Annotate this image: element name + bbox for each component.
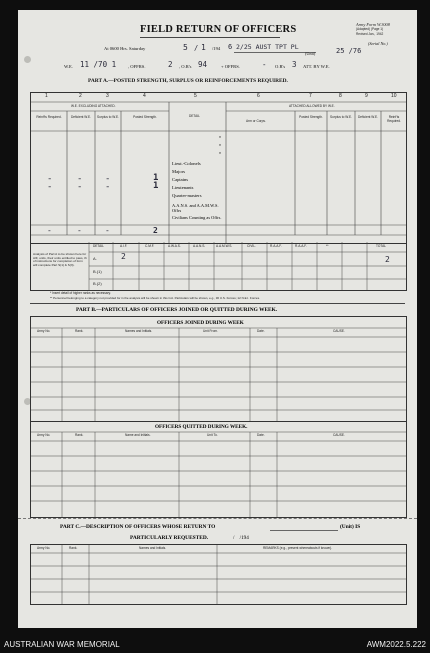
- date-day: 5: [183, 43, 188, 52]
- header-deficient-r: Deficient W.E.: [357, 115, 379, 119]
- captains-c1: -: [47, 174, 53, 184]
- joined-grid: [31, 317, 406, 421]
- punch-hole: [24, 56, 31, 63]
- captains-c4: 1: [153, 173, 159, 183]
- analysis-note: Analysis of Part A to be shown here for AIF, units, their units entitled to pass, th of instructions for completion of form will complete Part S(1) & S(3).: [33, 252, 87, 267]
- rank-label: Lieut.-Colonels: [172, 161, 201, 166]
- plus-ors-label: O.R's: [275, 64, 286, 69]
- asterisk: *: [219, 152, 221, 158]
- part-c-date: / /194: [233, 535, 249, 541]
- header-posted: Posted Strength.: [133, 115, 157, 119]
- unit-name: 2/25 AUST TPT PL: [236, 43, 299, 51]
- part-c-unit-label: (Unit) IS: [340, 524, 361, 530]
- analysis-total-a: 2: [385, 255, 390, 264]
- col-num: 2: [79, 93, 82, 99]
- header-deficient: Deficient W.E.: [70, 115, 92, 119]
- serial-number: 25 /76: [336, 47, 362, 55]
- unit-label: (Unit): [305, 51, 316, 56]
- we-label: W.E.: [64, 64, 74, 69]
- ors-label: , O.R's: [179, 64, 192, 69]
- rank-label: Captains: [172, 177, 189, 182]
- analysis-row-label: A.: [93, 256, 97, 261]
- col-num: 10: [391, 93, 397, 99]
- analysis-grid: [31, 242, 406, 290]
- quitted-col: CAUSE.: [333, 433, 345, 437]
- captains-c3: -: [105, 174, 111, 184]
- quitted-table: [30, 420, 407, 518]
- col-num: 6: [257, 93, 260, 99]
- joined-title: OFFICERS JOINED DURING WEEK: [157, 320, 244, 326]
- analysis-col-header: R.A.A.F.: [270, 244, 282, 248]
- header-posted-strength: Posted Strength.: [299, 115, 323, 119]
- plus-ors-value: 3: [292, 60, 297, 69]
- plus-offrs-label: + OFFRS.: [221, 64, 240, 69]
- col-num: 3: [106, 93, 109, 99]
- date-sep: /: [194, 44, 199, 52]
- header-surplus: Surplus to W.E.: [97, 115, 119, 119]
- analysis-row-label: B.(2): [93, 281, 102, 286]
- joined-col: CAUSE.: [333, 329, 345, 333]
- analysis-col-header: TOTAL: [376, 244, 386, 248]
- col-num: 9: [365, 93, 368, 99]
- year-prefix: /194: [212, 46, 221, 51]
- offrs-label: , OFFRS.: [128, 64, 146, 69]
- analysis-row-label: B.(1): [93, 269, 102, 274]
- analysis-col-header: A.W.A.S.: [168, 244, 181, 248]
- dashed-divider: [18, 518, 417, 519]
- quitted-col: Unit To.: [207, 433, 218, 437]
- footnote-2: ** Personnel belonging to a category not provided for in the analysis will be shown in this Col. Particulars will be shown, e.g., 30 U.S. Forces; 12 N.E.I. Forces.: [50, 296, 260, 300]
- form-page: [18, 10, 417, 628]
- header-arm-corps: Arm or Corps.: [246, 119, 266, 123]
- analysis-col-header: CIVIL.: [247, 244, 256, 248]
- joined-col: Army No.: [37, 329, 51, 333]
- part-c-col: Rank.: [69, 546, 78, 550]
- quitted-col: Name and Initials.: [125, 433, 151, 437]
- part-c-col: Army No.: [37, 546, 51, 550]
- col-num: 5: [194, 93, 197, 99]
- form-title: FIELD RETURN OF OFFICERS: [140, 24, 297, 35]
- captains-c2: -: [77, 174, 83, 184]
- quitted-grid: [31, 420, 406, 517]
- year-digit: 6: [228, 43, 233, 51]
- ors-value: 94: [198, 60, 208, 69]
- analysis-col-header: C.M.F.: [145, 244, 155, 248]
- total-c4: 2: [153, 226, 158, 235]
- revised-label: Revised Jan., 1942: [356, 32, 384, 36]
- col-num: 1: [45, 93, 48, 99]
- at-hours-label: At 0600 Hrs. Saturday: [104, 46, 146, 51]
- lieutenants-c2: -: [77, 182, 83, 192]
- army-form-number: Army Form W.3008: [356, 22, 390, 27]
- plus-offrs-value: -: [262, 60, 267, 69]
- we-excluding-header: W.E. EXCLUDING ATTACHED.: [71, 104, 116, 108]
- analysis-col-header: A.I.F.: [120, 244, 128, 248]
- part-c-line2: PARTICULARLY REQUESTED.: [130, 535, 209, 541]
- rank-label: Majors: [172, 169, 186, 174]
- total-c2: -: [77, 226, 82, 235]
- part-c-title: PART C.—DESCRIPTION OF OFFICERS WHOSE RETURN TO: [60, 524, 216, 530]
- offrs-value: 2: [168, 60, 173, 69]
- rank-label: A.A.N.S. and A.A.M.W.S. Offrs: [172, 203, 219, 214]
- part-c-col: Names and Initials.: [139, 546, 167, 550]
- date-month: 1: [201, 43, 206, 52]
- total-c1: -: [47, 226, 52, 235]
- analysis-col-header: R.A.A.F.: [295, 244, 307, 248]
- part-a-table: [30, 92, 407, 244]
- part-c-table: [30, 544, 407, 605]
- col-num: 7: [309, 93, 312, 99]
- analysis-aif-a: 2: [121, 252, 126, 261]
- part-a-title: PART A.—POSTED STRENGTH, SURPLUS OR REINFORCEMENTS REQUIRED.: [88, 78, 288, 84]
- adapted-label: (Adapted) (Page 1): [356, 27, 384, 31]
- rank-label: Quarter-masters: [172, 193, 202, 198]
- joined-col: Unit From.: [203, 329, 218, 333]
- part-c-col: REMARKS (e.g., present whereabouts if known).: [263, 546, 333, 550]
- quitted-col: Army No.: [37, 433, 51, 437]
- analysis-col-header: DETAIL: [93, 244, 104, 248]
- analysis-col-header: A.A.N.S.: [193, 244, 206, 248]
- footnote-1: * Insert detail of higher ranks as necessary.: [50, 291, 111, 295]
- quitted-title: OFFICERS QUITTED DURING WEEK.: [155, 424, 248, 430]
- col-num: 8: [339, 93, 342, 99]
- asterisk: *: [219, 136, 221, 142]
- attached-allowed-header: ATTACHED ALLOWED BY W.E.: [289, 104, 335, 108]
- asterisk: *: [219, 144, 221, 150]
- footer-bar: [0, 636, 430, 653]
- footer-institution: AUSTRALIAN WAR MEMORIAL: [4, 640, 120, 649]
- total-c3: -: [105, 226, 110, 235]
- part-b-title: PART B.—PARTICULARS OF OFFICERS JOINED OR QUITTED DURING WEEK.: [76, 307, 278, 313]
- header-reinf-r: Reinf'ts Required.: [387, 115, 401, 123]
- footer-accession: AWM2022.5.222: [366, 640, 426, 649]
- rank-label: Civilians Counting as Offrs.: [172, 215, 222, 220]
- rank-label: Lieutenants: [172, 185, 194, 190]
- lieutenants-c1: -: [47, 182, 53, 192]
- detail-header: DETAIL: [189, 114, 200, 118]
- quitted-col: Date.: [257, 433, 265, 437]
- joined-col: Rank.: [75, 329, 84, 333]
- analysis-col-header: **: [326, 244, 329, 248]
- col-num: 4: [143, 93, 146, 99]
- joined-col: Names and Initials.: [125, 329, 153, 333]
- we-value: 11 /70 1: [80, 60, 117, 69]
- lieutenants-c3: -: [105, 182, 111, 192]
- analysis-table: [30, 242, 407, 291]
- lieutenants-c4: 1: [153, 181, 159, 191]
- analysis-col-header: A.A.M.W.S.: [216, 244, 233, 248]
- joined-table: [30, 316, 407, 422]
- att-label: ATT. BY W.E.: [303, 64, 330, 69]
- serial-label: (Serial No.): [368, 41, 388, 46]
- header-surplus-r: Surplus to W.E.: [330, 115, 352, 119]
- part-c-grid: [31, 545, 406, 604]
- joined-col: Date.: [257, 329, 265, 333]
- quitted-col: Rank.: [75, 433, 84, 437]
- header-reinf: Reinf'ts Required.: [36, 115, 62, 119]
